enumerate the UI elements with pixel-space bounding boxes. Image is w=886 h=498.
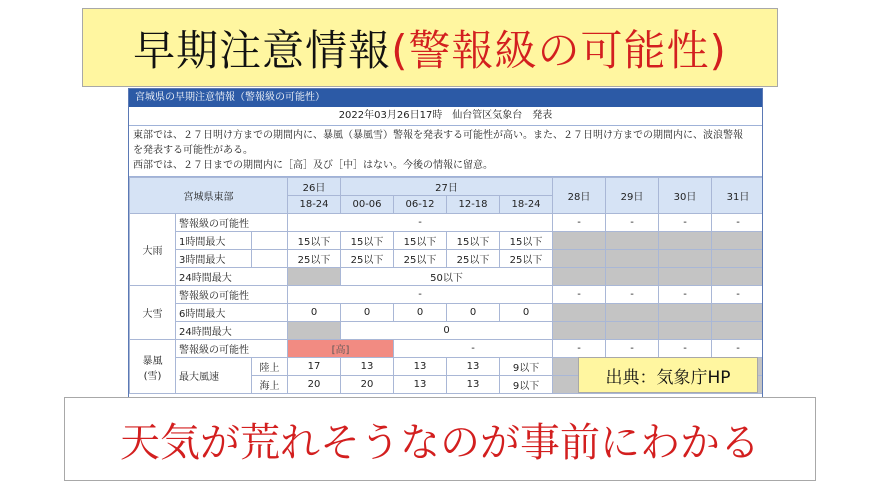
cell: 25以下 xyxy=(394,250,447,268)
row-label: 1時間最大 xyxy=(176,232,252,250)
cell xyxy=(659,232,712,250)
desc-line: を発表する可能性がある。 xyxy=(133,145,253,156)
cell xyxy=(712,322,763,340)
day-header: 27日 xyxy=(341,178,553,196)
cell xyxy=(553,304,606,322)
table-row xyxy=(130,214,764,232)
cell: - xyxy=(553,340,606,358)
time-header: 12-18 xyxy=(447,196,500,214)
cell xyxy=(553,322,606,340)
cell: 9以下 xyxy=(500,376,553,394)
cell: 20 xyxy=(288,376,341,394)
day-header: 31日 xyxy=(712,178,763,214)
cell: - xyxy=(606,340,659,358)
description xyxy=(129,126,762,177)
cell: - xyxy=(606,286,659,304)
cell: 0 xyxy=(288,304,341,322)
table-row xyxy=(130,250,764,268)
table-row xyxy=(130,178,764,196)
source-label: 出典：気象庁HP xyxy=(578,357,758,393)
cell: 15以下 xyxy=(500,232,553,250)
cell: 50以下 xyxy=(341,268,553,286)
cell: 13 xyxy=(447,358,500,376)
row-sublabel: 海上 xyxy=(252,376,288,394)
cell: 13 xyxy=(447,376,500,394)
category-storm-sub: (雪) xyxy=(143,370,162,382)
cell: - xyxy=(712,340,763,358)
table-row xyxy=(130,268,764,286)
category-rain: 大雨 xyxy=(130,214,176,286)
cell: 0 xyxy=(394,304,447,322)
cell xyxy=(553,250,606,268)
cell: 15以下 xyxy=(288,232,341,250)
cell xyxy=(659,250,712,268)
row-label: 警報級の可能性 xyxy=(176,340,288,358)
cell xyxy=(606,304,659,322)
region-header: 宮城県東部 xyxy=(130,178,288,214)
advisory-panel xyxy=(128,88,763,400)
cell: 15以下 xyxy=(341,232,394,250)
cell: - xyxy=(394,340,553,358)
table-row xyxy=(130,286,764,304)
table-row xyxy=(130,232,764,250)
cell: - xyxy=(553,286,606,304)
cell xyxy=(606,268,659,286)
day-header: 29日 xyxy=(606,178,659,214)
cell: - xyxy=(659,214,712,232)
high-possibility-cell: [高] xyxy=(288,340,394,358)
cell xyxy=(252,232,288,250)
cell: 0 xyxy=(341,304,394,322)
cell: - xyxy=(659,286,712,304)
cell: - xyxy=(288,214,553,232)
cell: 13 xyxy=(341,358,394,376)
day-header: 26日 xyxy=(288,178,341,196)
cell xyxy=(606,322,659,340)
issued-line: 2022年03月26日17時 仙台管区気象台 発表 xyxy=(129,107,762,126)
cell: - xyxy=(553,214,606,232)
table-row xyxy=(130,322,764,340)
cell xyxy=(288,268,341,286)
cell: 0 xyxy=(341,322,553,340)
cell: 25以下 xyxy=(500,250,553,268)
table-row xyxy=(130,304,764,322)
cell: 17 xyxy=(288,358,341,376)
cell: - xyxy=(606,214,659,232)
cell: - xyxy=(659,340,712,358)
row-sublabel: 陸上 xyxy=(252,358,288,376)
cell xyxy=(712,268,763,286)
title-main: 早期注意情報 xyxy=(133,25,392,75)
day-header: 30日 xyxy=(659,178,712,214)
row-label: 3時間最大 xyxy=(176,250,252,268)
cell: - xyxy=(712,214,763,232)
cell xyxy=(712,250,763,268)
panel-header: 宮城県の早期注意情報（警報級の可能性） xyxy=(129,89,762,107)
cell: 0 xyxy=(500,304,553,322)
cell xyxy=(553,232,606,250)
cell: 25以下 xyxy=(288,250,341,268)
cell: 20 xyxy=(341,376,394,394)
cell: 25以下 xyxy=(341,250,394,268)
row-label: 24時間最大 xyxy=(176,268,288,286)
time-header: 18-24 xyxy=(500,196,553,214)
time-header: 06-12 xyxy=(394,196,447,214)
cell xyxy=(712,232,763,250)
category-storm xyxy=(130,340,176,394)
row-label: 警報級の可能性 xyxy=(176,286,288,304)
cell xyxy=(606,250,659,268)
cell: 9以下 xyxy=(500,358,553,376)
title-banner xyxy=(82,8,778,87)
title-highlight: (警報級の可能性) xyxy=(391,25,727,75)
day-header: 28日 xyxy=(553,178,606,214)
category-storm-label: 暴風 xyxy=(142,355,163,367)
cell: 15以下 xyxy=(447,232,500,250)
cell: 25以下 xyxy=(447,250,500,268)
time-header: 00-06 xyxy=(341,196,394,214)
time-header: 18-24 xyxy=(288,196,341,214)
caption-box xyxy=(64,397,816,481)
cell xyxy=(252,250,288,268)
cell xyxy=(712,304,763,322)
cell: 13 xyxy=(394,358,447,376)
cell xyxy=(659,304,712,322)
category-snow: 大雪 xyxy=(130,286,176,340)
cell xyxy=(659,322,712,340)
row-label: 警報級の可能性 xyxy=(176,214,288,232)
cell: - xyxy=(288,286,553,304)
row-label: 6時間最大 xyxy=(176,304,288,322)
cell: 13 xyxy=(394,376,447,394)
table-row xyxy=(130,340,764,358)
cell xyxy=(288,322,341,340)
caption-text: 天気が荒れそうなのが事前にわかる xyxy=(120,419,760,466)
cell: 15以下 xyxy=(394,232,447,250)
row-label: 最大風速 xyxy=(176,358,252,394)
cell: - xyxy=(712,286,763,304)
cell: 0 xyxy=(447,304,500,322)
desc-line: 東部では、２７日明け方までの期間内に、暴風（暴風雪）警報を発表する可能性が高い。また、２７日明け方までの期間内に、波浪警報 xyxy=(133,130,743,141)
desc-line: 西部では、２７日までの期間内に［高］及び［中］はない。今後の情報に留意。 xyxy=(133,160,493,171)
cell xyxy=(659,268,712,286)
row-label: 24時間最大 xyxy=(176,322,288,340)
cell xyxy=(606,232,659,250)
cell xyxy=(553,268,606,286)
